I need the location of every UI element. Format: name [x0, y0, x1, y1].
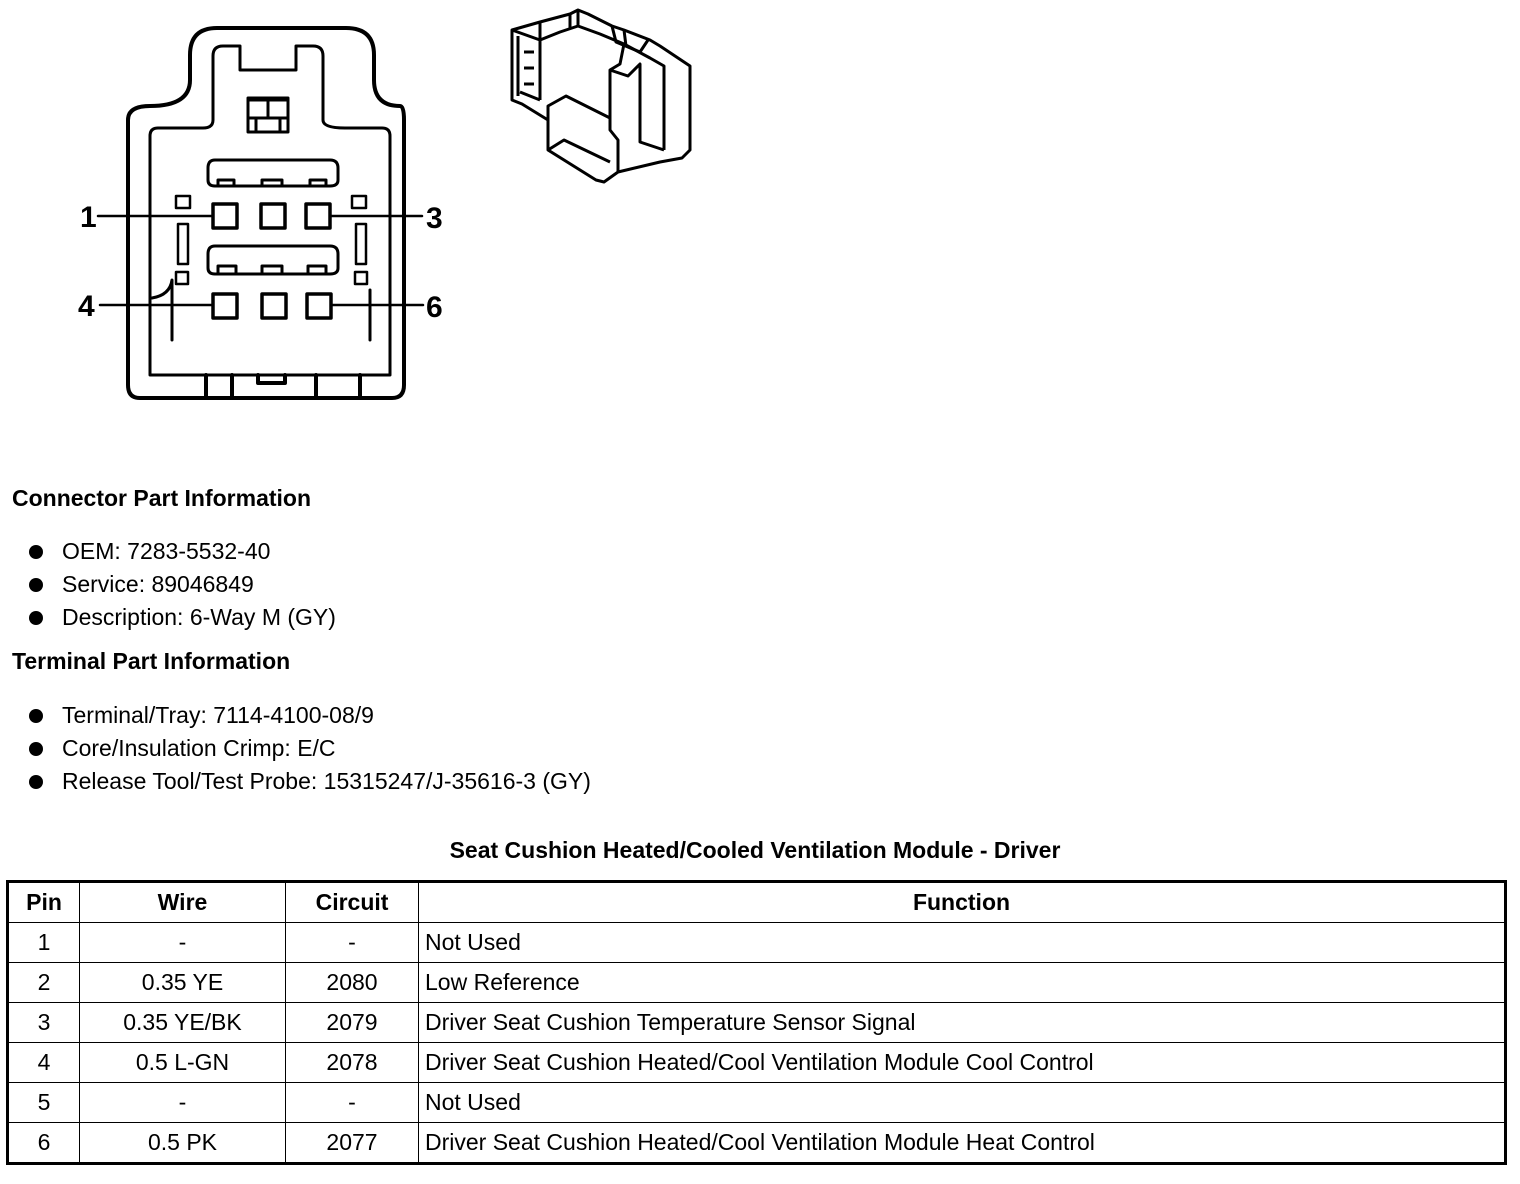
cell-pin: 2 — [8, 963, 80, 1003]
cell-function: Not Used — [419, 1083, 1506, 1123]
cell-pin: 5 — [8, 1083, 80, 1123]
list-item — [0, 535, 336, 568]
cell-circuit: - — [286, 923, 419, 963]
cell-function: Driver Seat Cushion Heated/Cool Ventilation Module Heat Control — [419, 1123, 1506, 1164]
pin-callout-6: 6 — [426, 291, 443, 324]
list-item-text: Release Tool/Test Probe: 15315247/J-35616-3 (GY) — [62, 768, 591, 794]
bullet-icon — [29, 611, 43, 625]
column-header-circuit: Circuit — [286, 882, 419, 923]
cell-pin: 4 — [8, 1043, 80, 1083]
pin-cavity-6 — [307, 294, 331, 318]
terminal-tray-upper — [208, 160, 338, 186]
cell-circuit: 2079 — [286, 1003, 419, 1043]
table-header-row — [8, 882, 1506, 923]
terminal-info-heading: Terminal Part Information — [12, 648, 291, 674]
bullet-icon — [29, 709, 43, 723]
cell-function: Not Used — [419, 923, 1506, 963]
bullet-icon — [29, 742, 43, 756]
list-item — [0, 601, 336, 634]
terminal-info-list — [0, 699, 591, 798]
pin-table — [6, 880, 1507, 1165]
cell-circuit: 2077 — [286, 1123, 419, 1164]
connector-isometric-diagram — [500, 0, 710, 200]
column-header-pin: Pin — [8, 882, 80, 923]
list-item-text: OEM: 7283-5532-40 — [62, 538, 271, 564]
connector-info-list — [0, 535, 336, 634]
pin-cavity-4 — [213, 294, 237, 318]
cell-function: Driver Seat Cushion Heated/Cool Ventilation Module Cool Control — [419, 1043, 1506, 1083]
cell-wire: - — [80, 923, 286, 963]
bottom-tabs — [206, 375, 360, 398]
cell-wire: 0.5 PK — [80, 1123, 286, 1164]
list-item — [0, 765, 591, 798]
pin-callout-1: 1 — [80, 201, 97, 234]
list-item-text: Service: 89046849 — [62, 571, 254, 597]
cell-function: Driver Seat Cushion Temperature Sensor Signal — [419, 1003, 1506, 1043]
table-row — [8, 1123, 1506, 1164]
connector-face-diagram — [0, 0, 470, 420]
pin-cavity-2 — [261, 204, 285, 228]
connector-info-heading: Connector Part Information — [12, 485, 312, 511]
table-row — [8, 923, 1506, 963]
table-row — [8, 963, 1506, 1003]
list-item-text: Core/Insulation Crimp: E/C — [62, 735, 336, 761]
pin-table-title: Seat Cushion Heated/Cooled Ventilation Module - Driver — [449, 837, 1061, 863]
pin-callout-4: 4 — [78, 290, 95, 323]
list-item-text: Terminal/Tray: 7114-4100-08/9 — [62, 702, 374, 728]
housing-outline — [128, 28, 404, 398]
bullet-icon — [29, 545, 43, 559]
column-header-function: Function — [419, 882, 1506, 923]
terminal-tray-lower — [208, 246, 338, 274]
list-item — [0, 732, 591, 765]
list-item-text: Description: 6-Way M (GY) — [62, 604, 336, 630]
pin-cavity-1 — [213, 204, 237, 228]
cell-wire: 0.35 YE — [80, 963, 286, 1003]
cell-circuit: 2078 — [286, 1043, 419, 1083]
bullet-icon — [29, 775, 43, 789]
bullet-icon — [29, 578, 43, 592]
cell-pin: 1 — [8, 923, 80, 963]
cell-pin: 3 — [8, 1003, 80, 1043]
cell-wire: - — [80, 1083, 286, 1123]
table-row — [8, 1003, 1506, 1043]
pin-callout-3: 3 — [426, 202, 443, 235]
column-header-wire: Wire — [80, 882, 286, 923]
table-row — [8, 1083, 1506, 1123]
cell-circuit: - — [286, 1083, 419, 1123]
list-item — [0, 568, 336, 601]
cell-wire: 0.35 YE/BK — [80, 1003, 286, 1043]
cell-function: Low Reference — [419, 963, 1506, 1003]
pin-cavity-3 — [306, 204, 330, 228]
list-item — [0, 699, 591, 732]
pin-cavity-5 — [262, 294, 286, 318]
cell-wire: 0.5 L-GN — [80, 1043, 286, 1083]
cell-circuit: 2080 — [286, 963, 419, 1003]
table-row — [8, 1043, 1506, 1083]
cell-pin: 6 — [8, 1123, 80, 1164]
